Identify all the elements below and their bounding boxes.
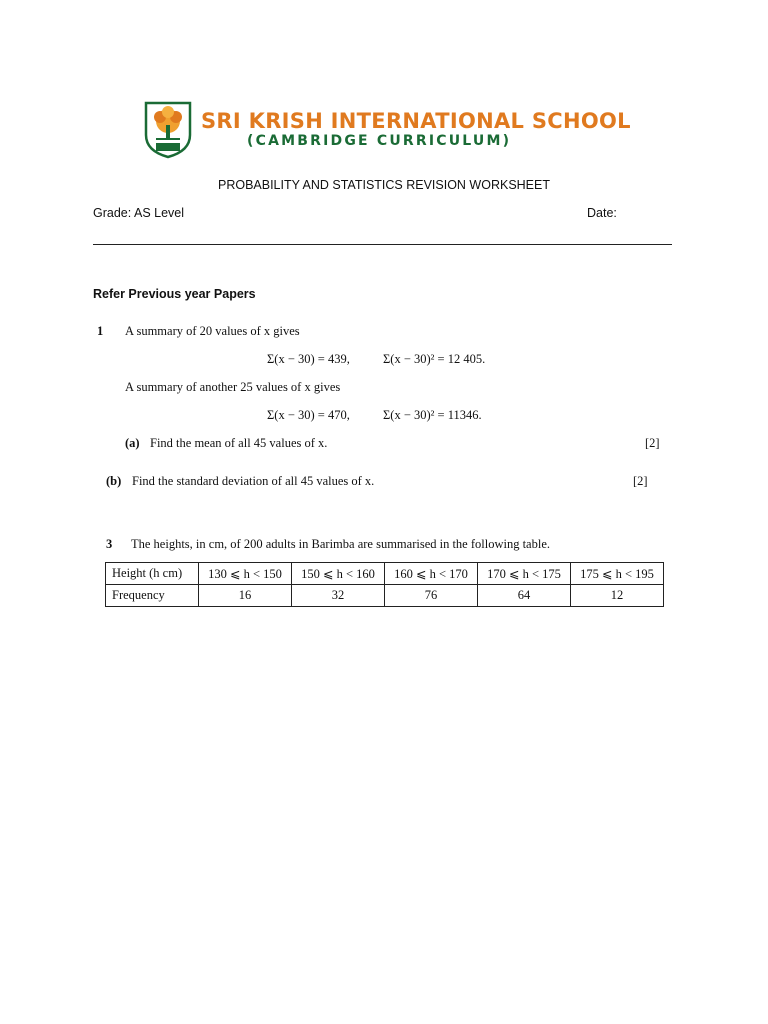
table-cell: 130 ⩽ h < 150 [199,563,292,585]
table-cell: Frequency [106,585,199,607]
worksheet-title: PROBABILITY AND STATISTICS REVISION WORKSHEET [217,178,550,192]
table-cell: 175 ⩽ h < 195 [571,563,664,585]
question-1-number: 1 [97,324,104,338]
question-1-sum1a: Σ(x − 30) = 439, [267,352,350,366]
section-heading: Refer Previous year Papers [93,287,256,301]
table-cell: Height (h cm) [106,563,199,585]
date-label: Date: [587,206,617,220]
table-cell: 32 [292,585,385,607]
table-row [106,563,664,585]
question-1a-marks: [2] [645,436,660,450]
question-1b-marks: [2] [633,474,648,488]
question-1-sum2a: Σ(x − 30) = 470, [267,408,350,422]
question-1a-text: Find the mean of all 45 values of x. [150,436,328,450]
table-cell: 76 [385,585,478,607]
question-1a-label: (a) [125,436,140,450]
curriculum-subtitle: (CAMBRIDGE CURRICULUM) [247,133,512,149]
grade-label: Grade: AS Level [93,206,185,220]
school-crest-logo [142,101,194,159]
question-1-sum2b: Σ(x − 30)² = 11346. [383,408,482,422]
question-3-number: 3 [106,537,113,551]
question-3-text: The heights, in cm, of 200 adults in Barimba are summarised in the following table. [131,537,551,551]
question-1b-text: Find the standard deviation of all 45 values of x. [132,474,375,488]
table-cell: 12 [571,585,664,607]
table-cell: 150 ⩽ h < 160 [292,563,385,585]
table-cell: 16 [199,585,292,607]
question-1b-label: (b) [106,474,122,488]
question-1-line2: A summary of another 25 values of x gives [125,380,341,394]
table-cell: 64 [478,585,571,607]
divider-line [93,244,672,245]
table-cell: 160 ⩽ h < 170 [385,563,478,585]
question-1-line1: A summary of 20 values of x gives [125,324,300,338]
question-1-sum1b: Σ(x − 30)² = 12 405. [383,352,486,366]
table-row [106,585,664,607]
height-frequency-table [105,562,664,607]
table-cell: 170 ⩽ h < 175 [478,563,571,585]
school-name: SRI KRISH INTERNATIONAL SCHOOL [201,109,631,133]
